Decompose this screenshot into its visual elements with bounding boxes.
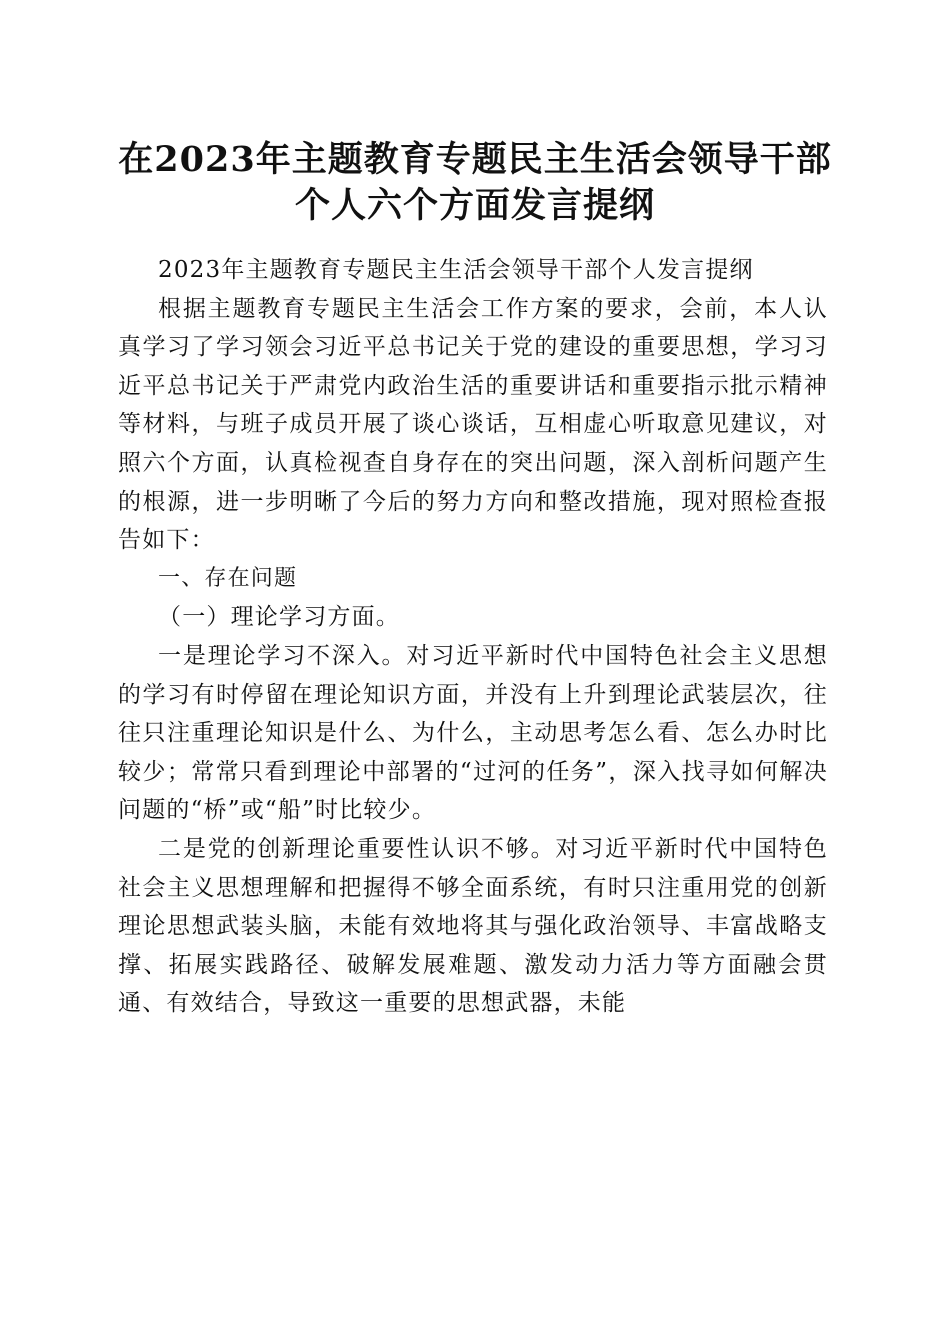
point-2-lead: 二是党的创新理论重要性认识不够。 — [158, 835, 556, 862]
point-2-paragraph — [118, 830, 828, 1023]
point-1-lead: 一是理论学习不深入。 — [158, 642, 407, 669]
document-title-line-2: 个人六个方面发言提纲 — [294, 185, 655, 226]
point-1-paragraph — [118, 637, 828, 830]
document-body — [118, 251, 828, 1023]
section-heading-problems: 一、存在问题 — [158, 565, 298, 591]
point-1-text: 对习近平新时代中国特色社会主义思想的学习有时停留在理论知识方面，并没有上升到理论武装层次，往往只注重理论知识是什么、为什么，主动思考怎么看、怎么办时比较少；常常只看到理论中部署的“过河的任务”，深入找寻如何解决问题的“桥”或“船”时比较少。 — [118, 642, 829, 824]
document-title-line-1: 在2023年主题教育专题民主生活会领导干部 — [118, 139, 832, 180]
subtitle-paragraph: 2023年主题教育专题民主生活会领导干部个人发言提纲 — [158, 257, 754, 283]
point-2-text: 对习近平新时代中国特色社会主义思想理解和把握得不够全面系统，有时只注重用党的创新理论思想武装头脑，未能有效地将其与强化政治领导、丰富战略支撑、拓展实践路径、破解发展难题、激发动力活力等方面融会贯通、有效结合，导致这一重要的思想武器，未能 — [118, 835, 829, 1017]
subsection-heading-theory-study: （一）理论学习方面。 — [158, 604, 400, 631]
intro-paragraph: 根据主题教育专题民主生活会工作方案的要求，会前，本人认真学习了学习领会习近平总书记关于党的建设的重要思想，学习习近平总书记关于严肃党内政治生活的重要讲话和重要指示批示精神等材料，与班子成员开展了谈心谈话，互相虚心听取意见建议，对照六个方面，认真检视查自身存在的突出问题，深入剖析问题产生的根源，进一步明晰了今后的努力方向和整改措施，现对照检查报告如下： — [118, 295, 828, 554]
